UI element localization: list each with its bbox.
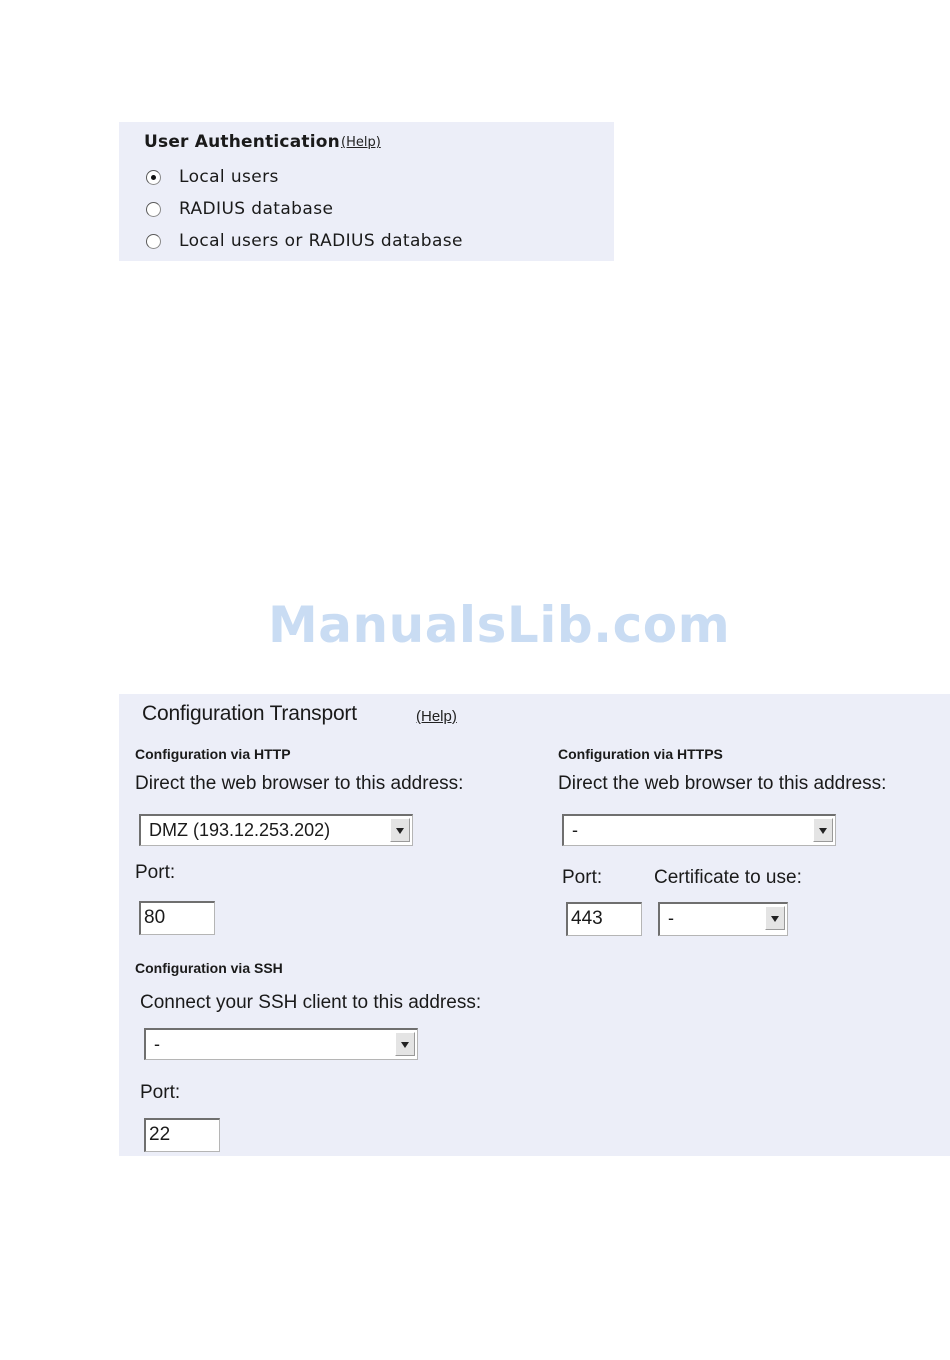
configuration-transport-title: Configuration Transport xyxy=(142,702,357,725)
radius-database-label: RADIUS database xyxy=(179,199,334,219)
ssh-port-label: Port: xyxy=(140,1082,181,1103)
chevron-down-icon[interactable] xyxy=(395,1032,415,1056)
configuration-transport-panel xyxy=(119,694,950,1156)
local-or-radius-radio[interactable] xyxy=(146,234,161,249)
user-authentication-title: User Authentication xyxy=(144,132,340,152)
http-port-input[interactable]: 80 xyxy=(139,901,215,935)
http-address-value: DMZ (193.12.253.202) xyxy=(149,820,331,840)
chevron-down-icon[interactable] xyxy=(390,818,410,842)
ssh-section-heading: Configuration via SSH xyxy=(135,960,283,976)
https-port-input[interactable]: 443 xyxy=(566,902,642,936)
http-section-heading: Configuration via HTTP xyxy=(135,746,291,762)
local-or-radius-label: Local users or RADIUS database xyxy=(179,231,463,251)
radius-database-radio[interactable] xyxy=(146,202,161,217)
user-authentication-help-link[interactable]: (Help) xyxy=(341,135,381,150)
http-instruction: Direct the web browser to this address: xyxy=(135,773,464,794)
https-certificate-value: - xyxy=(668,908,674,928)
user-authentication-panel xyxy=(119,122,614,261)
local-users-label: Local users xyxy=(179,167,279,187)
radio-option-radius-database[interactable] xyxy=(146,198,333,220)
radio-option-local-or-radius[interactable] xyxy=(146,230,463,252)
ssh-instruction: Connect your SSH client to this address: xyxy=(140,992,482,1013)
configuration-transport-help-link[interactable]: (Help) xyxy=(416,708,457,725)
http-address-select[interactable] xyxy=(139,814,413,846)
ssh-address-value: - xyxy=(154,1034,160,1054)
https-address-select[interactable] xyxy=(562,814,836,846)
https-certificate-label: Certificate to use: xyxy=(654,867,802,888)
https-address-value: - xyxy=(572,820,578,840)
ssh-address-select[interactable] xyxy=(144,1028,418,1060)
ssh-port-input[interactable]: 22 xyxy=(144,1118,220,1152)
http-port-label: Port: xyxy=(135,862,176,883)
watermark: ManualsLib.com xyxy=(268,596,731,654)
https-certificate-select[interactable] xyxy=(658,902,788,936)
chevron-down-icon[interactable] xyxy=(813,818,833,842)
https-section-heading: Configuration via HTTPS xyxy=(558,746,723,762)
https-port-label: Port: xyxy=(562,867,603,888)
radio-option-local-users[interactable] xyxy=(146,166,279,188)
local-users-radio[interactable] xyxy=(146,170,161,185)
https-instruction: Direct the web browser to this address: xyxy=(558,773,887,794)
chevron-down-icon[interactable] xyxy=(765,906,785,930)
